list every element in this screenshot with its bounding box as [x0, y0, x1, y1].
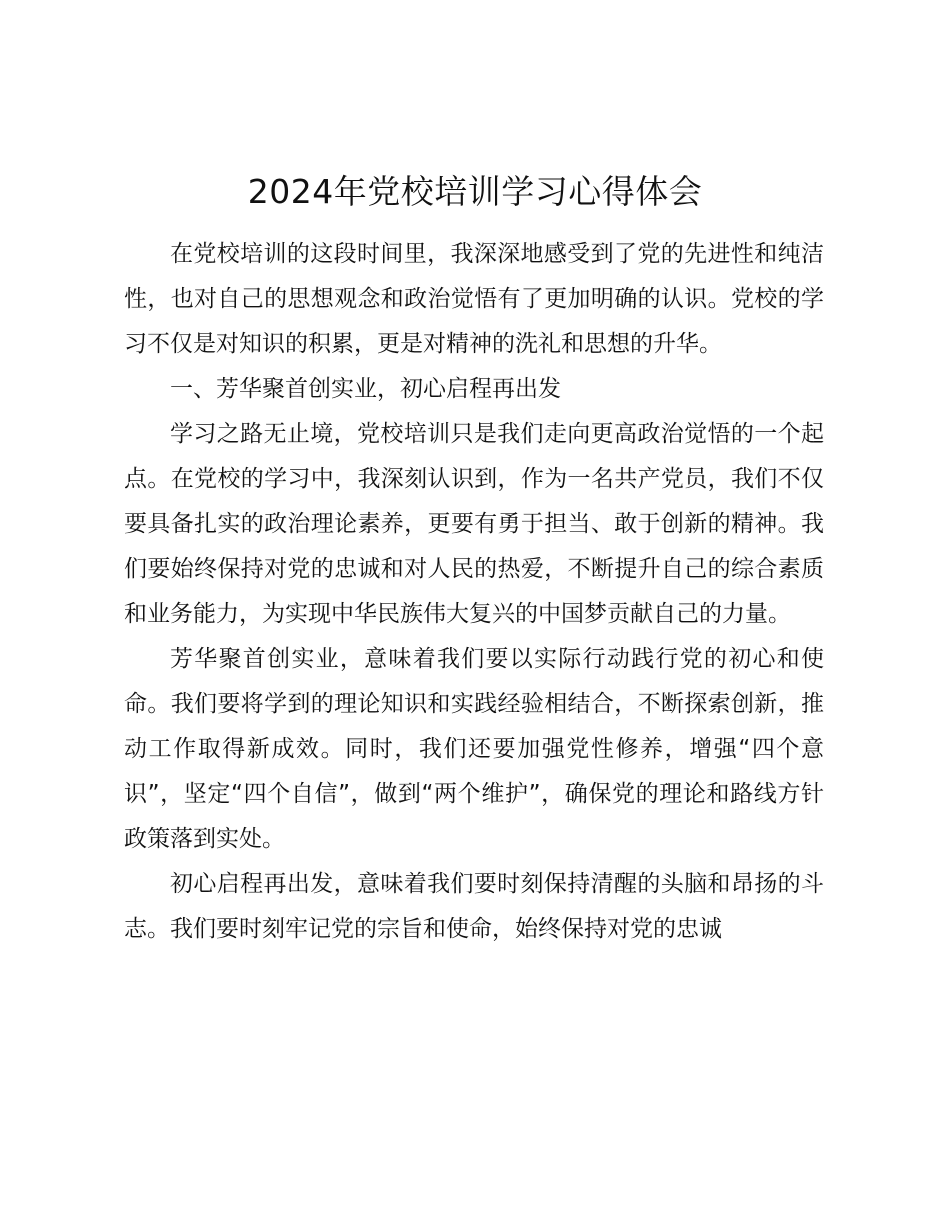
section-heading-1: 一、芳华聚首创实业，初心启程再出发 — [170, 376, 561, 402]
document-title: 2024年党校培训学习心得体会 — [247, 172, 703, 211]
paragraph-study-path: 学习之路无止境，党校培训只是我们走向更高政治觉悟的一个起点。在党校的学习中，我深刻认识到，作为一名共产党员，我们不仅要具备扎实的政治理论素养，更要有勇于担当、敢于创新的精神。我们要始终保持对党的忠诚和对人民的热爱，不断提升自己的综合素质和业务能力，为实现中华民族伟大复兴的中国梦贡献自己的力量。 — [124, 421, 824, 627]
paragraph-restart: 初心启程再出发，意味着我们要时刻保持清醒的头脑和昂扬的斗志。我们要时刻牢记党的宗旨和使命，始终保持对党的忠诚 — [124, 871, 824, 942]
document-body — [124, 232, 824, 952]
paragraph-intro: 在党校培训的这段时间里，我深深地感受到了党的先进性和纯洁性，也对自己的思想观念和政治觉悟有了更加明确的认识。党校的学习不仅是对知识的积累，更是对精神的洗礼和思想的升华。 — [124, 241, 824, 357]
paragraph-practice: 芳华聚首创实业，意味着我们要以实际行动践行党的初心和使命。我们要将学到的理论知识和实践经验相结合，不断探索创新，推动工作取得新成效。同时，我们还要加强党性修养，增强“四个意识”，坚定“四个自信”，做到“两个维护”，确保党的理论和路线方针政策落到实处。 — [124, 646, 824, 852]
